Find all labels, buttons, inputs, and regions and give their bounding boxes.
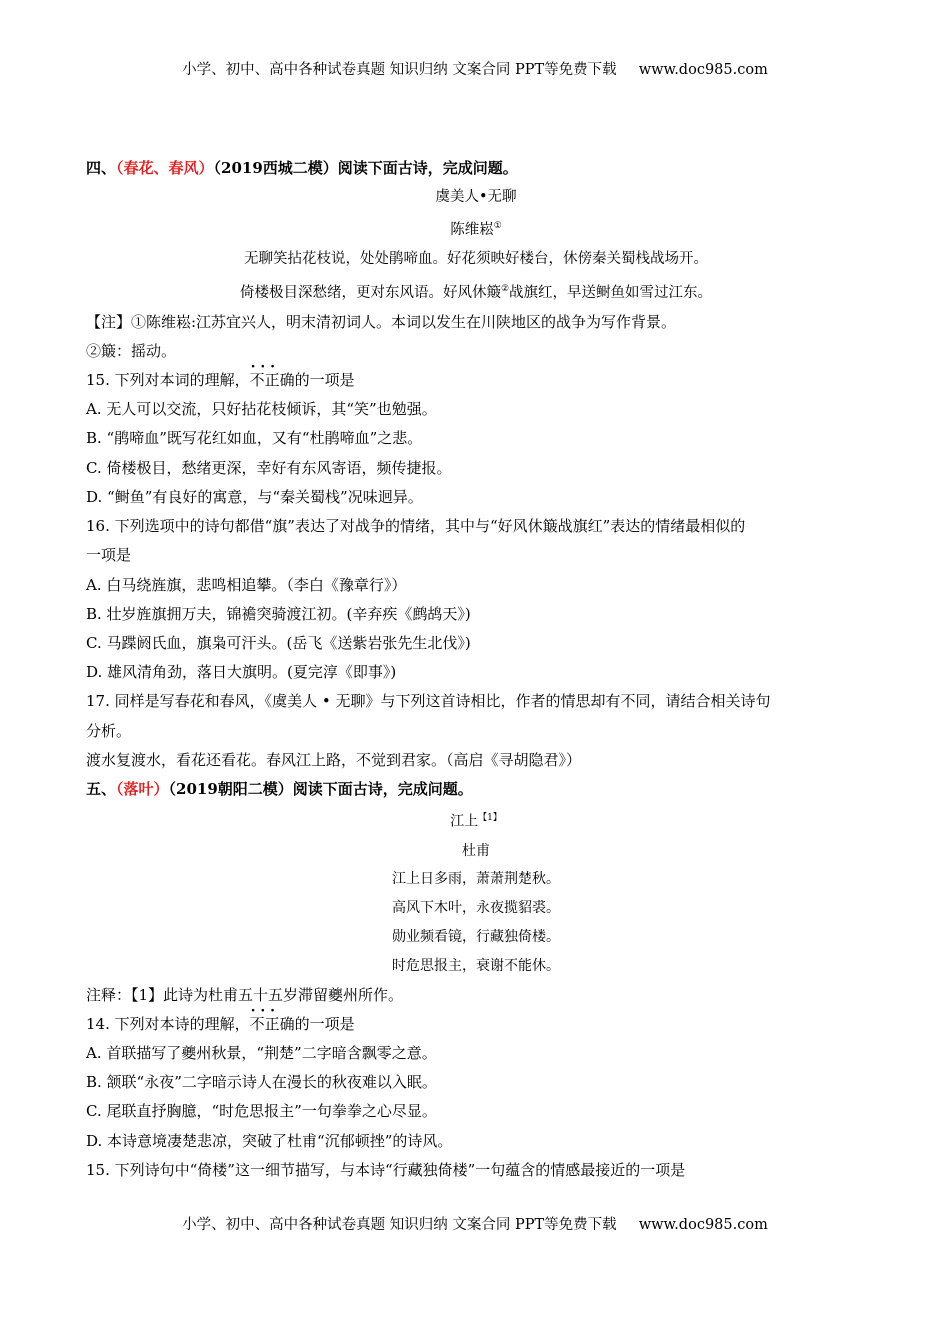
poem-2-line-3: 勋业频看镜，行藏独倚楼。 [392,928,560,945]
question-15-option-b: B. “鹃啼血”既写花红如血，又有“杜鹃啼血”之悲。 [86,429,423,448]
annotation-2: ②簸：摇动。 [86,341,177,360]
header-text: 小学、初中、高中各种试卷真题 知识归纳 文案合同 PPT等免费下载 [182,62,617,78]
question-16-stem-line-2: 一项是 [86,546,132,565]
footer-text: 小学、初中、高中各种试卷真题 知识归纳 文案合同 PPT等免费下载 [182,1217,617,1233]
section-4-tag: （春花、春风） [116,159,214,177]
annotation-1: 【注】①陈维崧:江苏宜兴人，明末清初词人。本词以发生在川陕地区的战争为写作背景。 [86,312,677,331]
question-14-option-c: C. 尾联直抒胸臆，“时危思报主”一句拳拳之心尽显。 [86,1102,437,1121]
page-header [0,58,950,79]
question-14-stem [86,1010,866,1039]
poem-line-2 [86,275,866,308]
question-15b-stem: 15. 下列诗句中“倚楼”这一细节描写，与本诗“行藏独倚楼”一句蕴含的情感最接近的一项是 [86,1160,686,1179]
section-5-tag: （落叶） [116,779,169,798]
question-15-post: 的一项是 [294,371,355,390]
poem-2-title-text: 江上 [450,813,479,830]
question-16-option-c: C. 马蹀阏氏血，旗枭可汗头。(岳飞《送紫岩张先生北伐》) [86,633,471,652]
question-15-option-d: D. “鲥鱼”有良好的寓意，与“秦关蜀栈”况味迥异。 [86,487,423,506]
question-15-pre: 15. 下列对本词的理解， [86,371,250,390]
poem-line-2a: 倚楼极目深愁绪，更对东风语。好风休簸 [239,284,501,301]
question-15-option-a: A. 无人可以交流，只好拈花枝倾诉，其“笑”也勉强。 [86,400,437,419]
poet-footnote-mark: ① [493,221,502,232]
poem-2-footnote-mark: 【1】 [478,813,502,824]
poet-name [86,212,866,245]
poem-line-1: 无聊笑拈花枝说，处处鹃啼血。好花须映好楼台，休傍秦关蜀栈战场开。 [244,251,708,268]
section-4-heading [86,154,866,183]
page-footer [0,1213,950,1234]
poem-line-2b: 战旗红，早送鲥鱼如雪过江东。 [509,284,713,301]
question-15-stem [86,366,866,395]
header-url[interactable]: www.doc985.com [638,62,768,78]
question-16-option-a: A. 白马绕旌旗，悲鸣相追攀。（李白《豫章行》） [86,575,407,594]
poem-title: 虞美人•无聊 [435,189,517,206]
emphasis-not-correct: · · · 不正确 [250,366,295,395]
poem-2-annotation: 注释：【1】此诗为杜甫五十五岁滞留夔州所作。 [86,985,404,1004]
poet-text: 陈维崧 [450,222,494,239]
question-16-stem-line-1: 16. 下列选项中的诗句都借“旗”表达了对战争的情绪，其中与“好风休簸战旗红”表达的情绪最相似的 [86,517,746,536]
section-5-title: （2019朝阳二模）阅读下面古诗，完成问题。 [168,779,473,798]
emphasis-not-correct-2: · · · 不正确 [250,1010,295,1039]
poem-2-poet: 杜甫 [462,842,490,859]
poem-2-line-1: 江上日多雨，萧萧荆楚秋。 [392,871,560,888]
question-15-option-c: C. 倚楼极目，愁绪更深，幸好有东风寄语，频传捷报。 [86,458,452,477]
document-body [86,154,866,1185]
question-14-post: 的一项是 [294,1014,355,1033]
question-17-stem-line-2: 分析。 [86,721,132,740]
footer-url[interactable]: www.doc985.com [638,1217,768,1233]
section-5-number: 五、 [86,779,117,798]
poem-2-line-2: 高风下木叶，永夜揽貂裘。 [392,900,560,917]
question-14-pre: 14. 下列对本诗的理解， [86,1014,250,1033]
section-5-heading [86,775,866,804]
question-17-poem: 渡水复渡水，看花还看花。春风江上路，不觉到君家。（高启《寻胡隐君》） [86,750,582,769]
question-17-stem-line-1: 17. 同样是写春花和春风，《虞美人 • 无聊》与下列这首诗相比，作者的情思却有不同，请结合相关诗句 [86,692,771,711]
poem-footnote-mark: ② [500,283,510,294]
question-14-option-b: B. 颔联“永夜”二字暗示诗人在漫长的秋夜难以入眠。 [86,1073,437,1092]
question-14-option-a: A. 首联描写了夔州秋景，“荆楚”二字暗含飘零之意。 [86,1043,437,1062]
section-4-number: 四、 [86,159,117,177]
question-16-option-b: B. 壮岁旌旗拥万夫，锦襜突骑渡江初。(辛弃疾《鹧鸪天》) [86,604,471,623]
question-16-option-d: D. 雄风清角劲，落日大旗明。(夏完淳《即事》) [86,663,397,682]
section-4-title: （2019西城二模）阅读下面古诗，完成问题。 [213,159,518,177]
poem-2-line-4: 时危思报主，衰谢不能休。 [392,957,560,974]
question-14-option-d: D. 本诗意境凄楚悲凉，突破了杜甫“沉郁顿挫”的诗风。 [86,1131,453,1150]
poem-2-title [86,804,866,836]
